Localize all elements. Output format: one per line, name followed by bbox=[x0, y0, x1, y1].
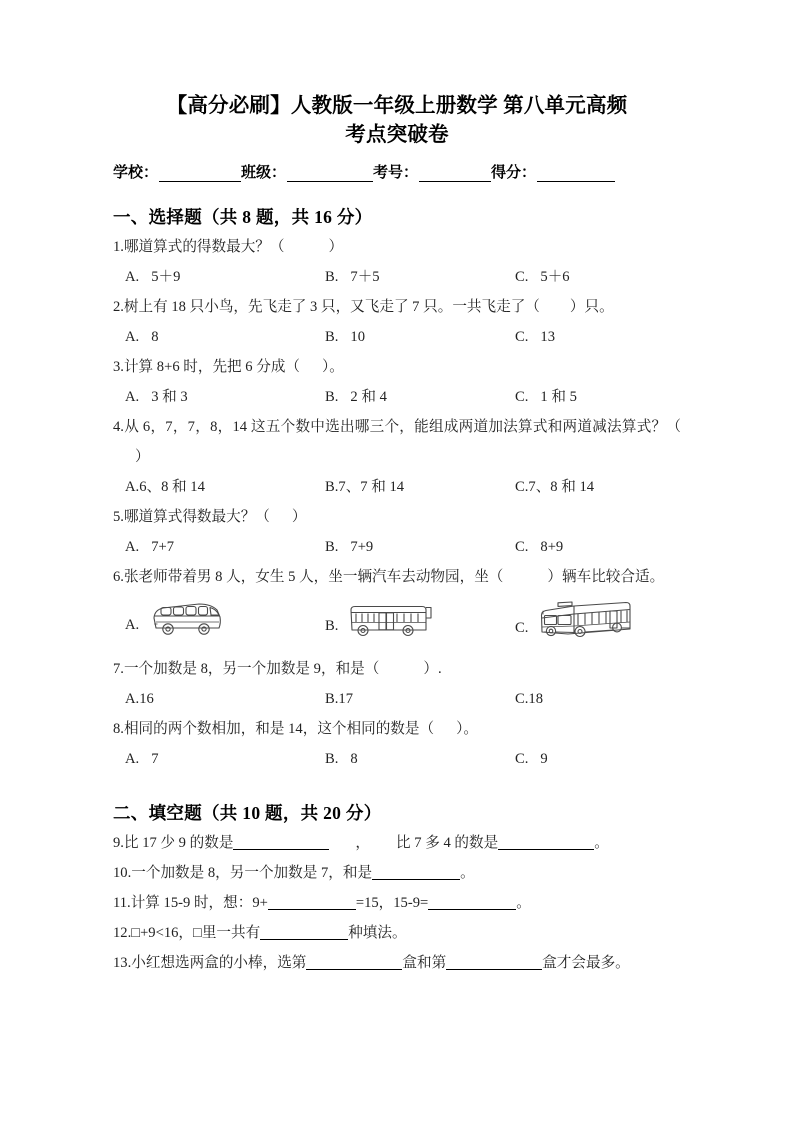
question-6-option-b[interactable] bbox=[325, 598, 434, 653]
question-5-text-end: ） bbox=[291, 509, 307, 525]
question-11-text-2: =15，15-9= bbox=[355, 895, 429, 911]
question-2-stem bbox=[113, 292, 681, 322]
question-5-option-b[interactable] bbox=[325, 532, 373, 562]
option-label: A. bbox=[125, 691, 140, 707]
question-6-options bbox=[113, 598, 681, 650]
question-8-text-end: ）。 bbox=[456, 721, 478, 737]
option-label: B. bbox=[325, 691, 339, 707]
option-label: C. bbox=[515, 539, 529, 555]
question-4-option-b[interactable] bbox=[325, 472, 404, 502]
exam-header-fields bbox=[113, 161, 681, 182]
question-6-stem bbox=[113, 562, 681, 592]
question-11-text-1: 计算 15-9 时，想：9+ bbox=[130, 895, 268, 911]
question-1-option-c[interactable] bbox=[515, 262, 570, 292]
field-class-label: 班级： bbox=[241, 165, 287, 181]
option-label: A. bbox=[125, 751, 140, 767]
question-9-blank-2[interactable] bbox=[498, 834, 594, 850]
question-4-number: 4. bbox=[113, 419, 124, 435]
field-score-input[interactable] bbox=[537, 167, 615, 182]
option-label: B. bbox=[325, 389, 339, 405]
field-class-input[interactable] bbox=[287, 167, 373, 182]
option-text: 17 bbox=[338, 691, 353, 707]
option-label: A. bbox=[125, 389, 140, 405]
city-bus-icon bbox=[348, 598, 434, 653]
field-school bbox=[113, 161, 241, 182]
question-2-number: 2. bbox=[113, 299, 124, 315]
title-line-1: 【高分必刷】人教版一年级上册数学 第八单元高频 bbox=[166, 95, 628, 117]
question-7-option-b[interactable] bbox=[325, 684, 353, 714]
question-1-options bbox=[113, 262, 681, 292]
option-text: 10 bbox=[350, 329, 365, 345]
question-2-option-a[interactable] bbox=[125, 322, 159, 352]
question-9-stem bbox=[113, 828, 681, 858]
question-13-text-3: 盒才会最多。 bbox=[542, 955, 630, 971]
question-5 bbox=[113, 502, 681, 562]
option-text: 7 bbox=[151, 751, 159, 767]
question-2-text-end: ）只。 bbox=[569, 299, 614, 315]
question-1-number: 1. bbox=[113, 239, 124, 255]
option-text: 18 bbox=[528, 691, 543, 707]
option-label: C. bbox=[515, 479, 529, 495]
field-exam-number-input[interactable] bbox=[419, 167, 491, 182]
question-11-stem bbox=[113, 888, 681, 918]
question-11-blank-1[interactable] bbox=[268, 894, 356, 910]
question-8 bbox=[113, 714, 681, 774]
option-label: B. bbox=[325, 617, 339, 634]
question-13-blank-1[interactable] bbox=[306, 954, 402, 970]
option-label: C. bbox=[515, 329, 529, 345]
page-title bbox=[113, 0, 681, 150]
option-text: 9 bbox=[540, 751, 548, 767]
question-4-stem bbox=[113, 412, 681, 472]
question-9-number: 9. bbox=[113, 835, 124, 851]
option-label: B. bbox=[325, 751, 339, 767]
question-8-number: 8. bbox=[113, 721, 124, 737]
question-12-text-1: □+9<16，□里一共有 bbox=[131, 925, 261, 941]
question-4-text-end: ） bbox=[135, 449, 150, 465]
question-13 bbox=[113, 948, 681, 978]
question-5-option-a[interactable] bbox=[125, 532, 174, 562]
question-8-stem bbox=[113, 714, 681, 744]
question-9-text-4: 。 bbox=[594, 835, 609, 851]
question-8-option-a[interactable] bbox=[125, 744, 159, 774]
minibus-icon bbox=[149, 598, 225, 651]
question-7-text-end: ）. bbox=[423, 661, 442, 677]
field-exam-number-label: 考号： bbox=[373, 165, 419, 181]
question-1-option-a[interactable] bbox=[125, 262, 180, 292]
question-13-blank-2[interactable] bbox=[446, 954, 542, 970]
question-3-number: 3. bbox=[113, 359, 124, 375]
option-text: 7、7 和 14 bbox=[338, 479, 405, 495]
question-12-blank-1[interactable] bbox=[260, 924, 348, 940]
question-10-stem bbox=[113, 858, 681, 888]
question-9-text-3: 比 7 多 4 的数是 bbox=[396, 835, 499, 851]
question-7-text: 一个加数是 8，另一个加数是 9，和是（ bbox=[123, 661, 380, 677]
question-3-option-b[interactable] bbox=[325, 382, 387, 412]
question-3-text: 计算 8+6 时，先把 6 分成（ bbox=[123, 359, 301, 375]
option-label: C. bbox=[515, 691, 529, 707]
question-8-option-b[interactable] bbox=[325, 744, 358, 774]
option-text: 7+7 bbox=[151, 539, 175, 555]
option-text: 7、8 和 14 bbox=[528, 479, 595, 495]
question-1-text: 哪道算式的得数最大？（ bbox=[123, 239, 285, 255]
option-text: 2 和 4 bbox=[350, 389, 387, 405]
option-text: 3 和 3 bbox=[151, 389, 188, 405]
option-label: C. bbox=[515, 751, 529, 767]
question-3-text-end: ）。 bbox=[322, 359, 344, 375]
question-7-options bbox=[113, 684, 681, 714]
question-6-option-c[interactable] bbox=[515, 598, 634, 657]
title-line-2: 考点突破卷 bbox=[345, 124, 449, 146]
option-label: C. bbox=[515, 269, 529, 285]
question-2-options bbox=[113, 322, 681, 352]
page-content bbox=[113, 0, 681, 978]
option-text: 8+9 bbox=[540, 539, 564, 555]
question-13-text-1: 小红想选两盒的小棒，选第 bbox=[131, 955, 307, 971]
question-2-text: 树上有 18 只小鸟，先飞走了 3 只，又飞走了 7 只。一共飞走了（ bbox=[123, 299, 540, 315]
question-4-option-c[interactable] bbox=[515, 472, 594, 502]
question-9-text-1: 比 17 少 9 的数是 bbox=[123, 835, 234, 851]
question-8-option-c[interactable] bbox=[515, 744, 548, 774]
question-2-option-c[interactable] bbox=[515, 322, 555, 352]
question-1-option-b[interactable] bbox=[325, 262, 380, 292]
question-10-text-1: 一个加数是 8，另一个加数是 7，和是 bbox=[131, 865, 373, 881]
option-text: 5＋9 bbox=[151, 269, 181, 285]
field-class bbox=[241, 161, 373, 182]
question-5-options bbox=[113, 532, 681, 562]
question-5-text: 哪道算式得数最大？（ bbox=[123, 509, 270, 525]
question-12-stem bbox=[113, 918, 681, 948]
option-text: 7+9 bbox=[350, 539, 374, 555]
question-3 bbox=[113, 352, 681, 412]
question-7 bbox=[113, 654, 681, 714]
field-exam-number bbox=[373, 161, 491, 182]
question-4-text: 从 6，7，7，8，14 这五个数中选出哪三个，能组成两道加法算式和两道减法算式？（ bbox=[123, 419, 681, 435]
question-1-stem bbox=[113, 232, 681, 262]
question-2 bbox=[113, 292, 681, 352]
option-label: A. bbox=[125, 269, 140, 285]
option-label: A. bbox=[125, 329, 140, 345]
question-3-option-a[interactable] bbox=[125, 382, 188, 412]
question-11-text-3: 。 bbox=[516, 895, 531, 911]
question-6-text-end: ）辆车比较合适。 bbox=[547, 569, 665, 585]
option-label: B. bbox=[325, 329, 339, 345]
field-school-input[interactable] bbox=[159, 167, 241, 182]
question-10-text-2: 。 bbox=[460, 865, 475, 881]
option-text: 16 bbox=[139, 691, 154, 707]
question-7-option-a[interactable] bbox=[125, 684, 154, 714]
question-13-number: 13. bbox=[113, 955, 132, 971]
question-7-option-c[interactable] bbox=[515, 684, 543, 714]
section-heading-fill-blank: 二、填空题（共 10 题，共 20 分） bbox=[113, 803, 382, 823]
question-11 bbox=[113, 888, 681, 918]
question-8-options bbox=[113, 744, 681, 774]
question-4-options bbox=[113, 472, 681, 502]
question-9 bbox=[113, 828, 681, 858]
question-6-number: 6. bbox=[113, 569, 124, 585]
question-5-option-c[interactable] bbox=[515, 532, 563, 562]
option-text: 5＋6 bbox=[540, 269, 570, 285]
question-7-number: 7. bbox=[113, 661, 124, 677]
question-13-stem bbox=[113, 948, 681, 978]
option-label: B. bbox=[325, 269, 339, 285]
option-label: C. bbox=[515, 619, 529, 636]
option-label: A. bbox=[125, 616, 140, 633]
section-heading-choice: 一、选择题（共 8 题，共 16 分） bbox=[113, 207, 373, 227]
option-label: A. bbox=[125, 539, 140, 555]
question-10-blank-1[interactable] bbox=[372, 864, 460, 880]
question-4-option-a[interactable] bbox=[125, 472, 205, 502]
question-9-blank-1[interactable] bbox=[233, 834, 329, 850]
question-13-text-2: 盒和第 bbox=[402, 955, 447, 971]
option-text: 8 bbox=[151, 329, 159, 345]
question-10 bbox=[113, 858, 681, 888]
question-1-text-end: ） bbox=[328, 239, 344, 255]
coach-bus-icon bbox=[538, 598, 634, 657]
question-11-number: 11. bbox=[113, 895, 131, 911]
option-text: 7＋5 bbox=[350, 269, 380, 285]
question-6 bbox=[113, 562, 681, 650]
option-label: B. bbox=[325, 539, 339, 555]
question-3-stem bbox=[113, 352, 681, 382]
option-text: 6、8 和 14 bbox=[139, 479, 205, 495]
question-9-text-2: ， bbox=[355, 835, 371, 851]
question-10-number: 10. bbox=[113, 865, 132, 881]
question-12-number: 12. bbox=[113, 925, 132, 941]
question-8-text: 相同的两个数相加，和是 14，这个相同的数是（ bbox=[123, 721, 435, 737]
option-text: 8 bbox=[350, 751, 358, 767]
option-label: A. bbox=[125, 479, 140, 495]
field-score bbox=[491, 161, 615, 182]
question-6-text: 张老师带着男 8 人，女生 5 人，坐一辆汽车去动物园，坐（ bbox=[123, 569, 504, 585]
question-12 bbox=[113, 918, 681, 948]
question-4 bbox=[113, 412, 681, 502]
field-score-label: 得分： bbox=[491, 165, 537, 181]
option-text: 13 bbox=[540, 329, 555, 345]
question-3-options bbox=[113, 382, 681, 412]
question-5-number: 5. bbox=[113, 509, 124, 525]
question-2-option-b[interactable] bbox=[325, 322, 365, 352]
option-label: C. bbox=[515, 389, 529, 405]
option-label: B. bbox=[325, 479, 339, 495]
field-school-label: 学校： bbox=[113, 165, 159, 181]
question-7-stem bbox=[113, 654, 681, 684]
question-5-stem bbox=[113, 502, 681, 532]
option-text: 1 和 5 bbox=[540, 389, 577, 405]
question-3-option-c[interactable] bbox=[515, 382, 577, 412]
question-6-option-a[interactable] bbox=[125, 598, 225, 651]
question-11-blank-2[interactable] bbox=[428, 894, 516, 910]
question-12-text-2: 种填法。 bbox=[348, 925, 407, 941]
question-1 bbox=[113, 232, 681, 292]
